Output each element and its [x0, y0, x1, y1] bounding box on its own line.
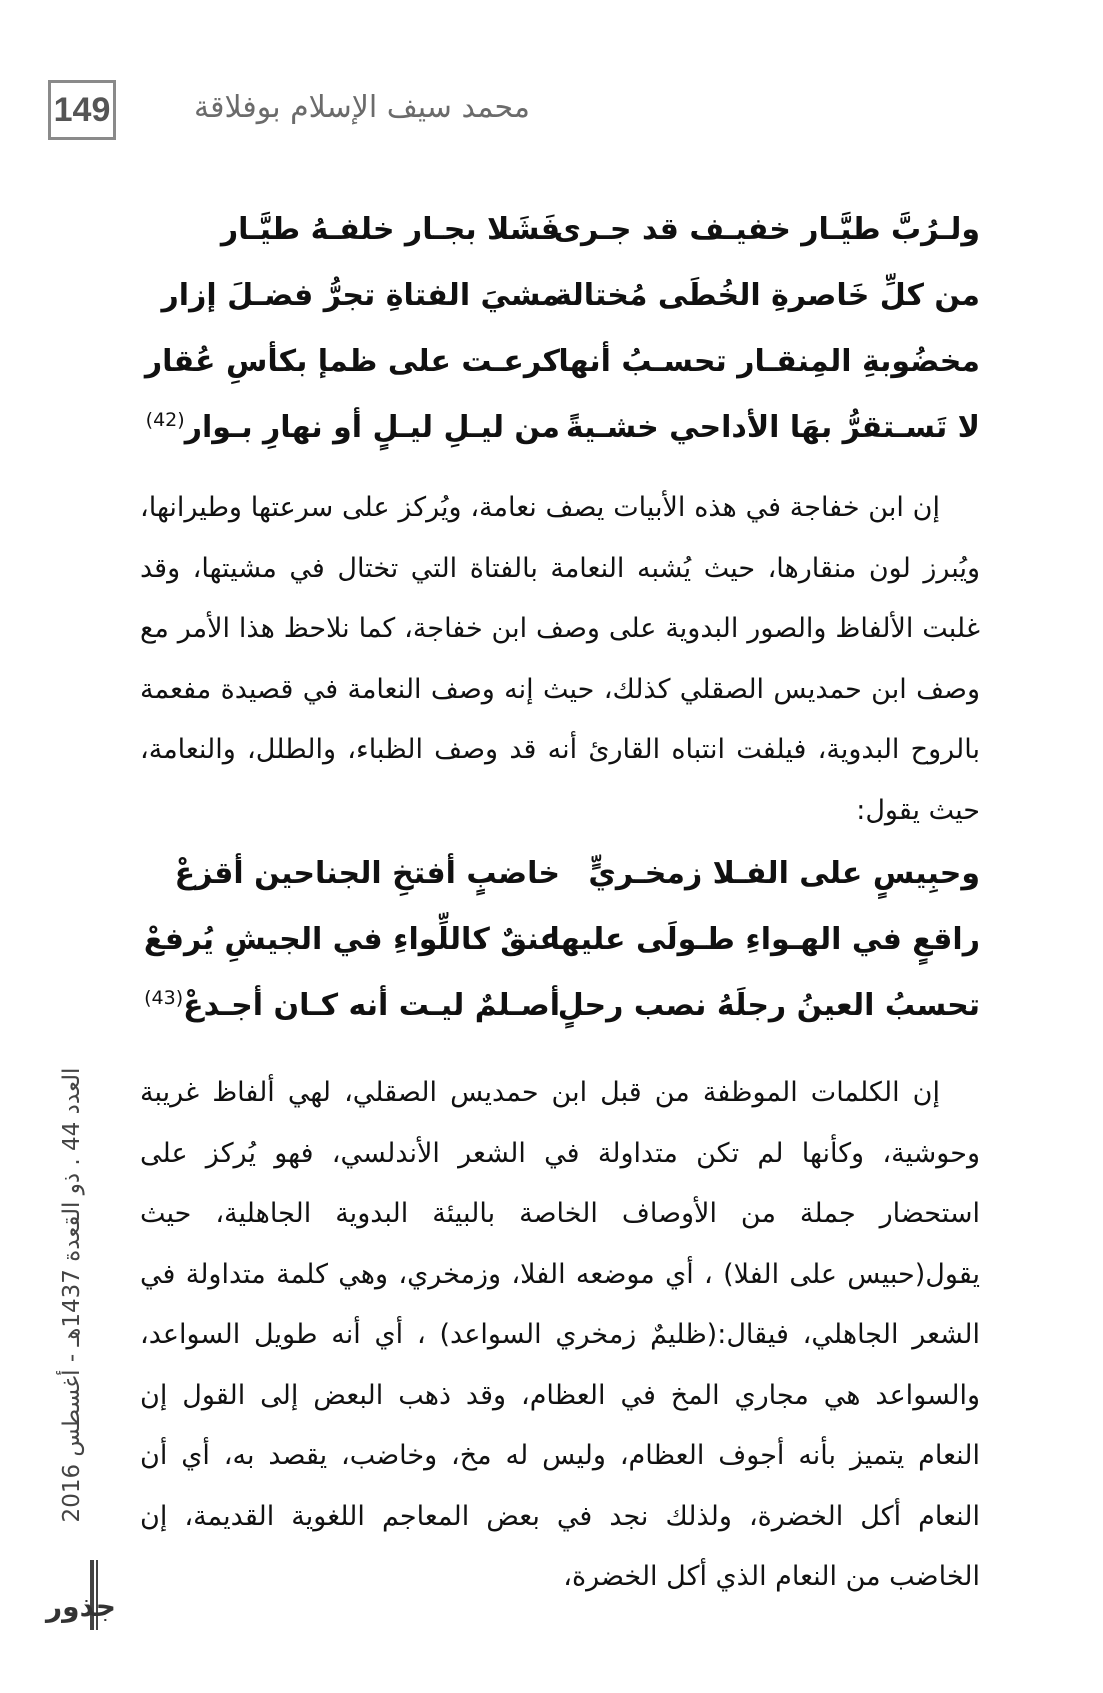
verse-first-hemistich: لا تَسـتقرُّ بهَا الأداحي خشـيةً	[565, 409, 980, 445]
verse-row	[174, 840, 980, 906]
verse-second-hemistich: فَشَلا بجـار خلفـهُ طيَّـار	[220, 211, 560, 247]
footnote-ref: (43)	[144, 987, 184, 1009]
verse-second-hemistich: مشيَ الفتاةِ تجرُّ فضـلَ إزار	[161, 277, 560, 313]
verse-first-hemistich: من كلِّ خَاصرةِ الخُطَى مُختالة	[554, 277, 980, 313]
paragraph: إن الكلمات الموظفة من قبل ابن حمديس الصقلي، لهي ألفاظ غريبة وحوشية، وكأنها لم تكن متداولة في الشعر الأندلسي، فهو يُركز على استحضار جملة من الأوصاف الخاصة بالبيئة البدوية الجاهلية، حيث يقول(حبيس على الفلا) ، أي موضعه الفلا، وزمخري، وهي كلمة متداولة في الشعر الجاهلي، فيقال:(ظليمٌ زمخري السواعد) ، أي أنه طويل السواعد، والسواعد هي مجاري المخ في العظام، وقد ذهب البعض إلى القول إن النعام يتميز بأنه أجوف العظام، وليس له مخ، وخاضب، يقصد به، أي أن النعام أكل الخضرة، ولذلك نجد في بعض المعاجم اللغوية القديمة، إن الخاضب من النعام الذي أكل الخضرة،	[140, 1077, 980, 1592]
page-number: 149	[48, 80, 116, 140]
prose-block-2	[140, 1063, 980, 1608]
verse-second-hemistich: خاضبٍ أفتخِ الجناحين أقزعْ	[174, 855, 560, 891]
verse-first-hemistich: وحبِيسٍ على الفـلا زمخـريٍّ	[588, 855, 980, 891]
verse-first-hemistich: تحسبُ العينُ رجلَهُ نصب رحلٍ	[557, 987, 980, 1023]
verse-second-hemistich	[145, 409, 560, 445]
verse-row	[144, 972, 980, 1038]
running-header-author: محمد سيف الإسلام بوفلاقة	[194, 90, 530, 125]
verse-text: من ليـلِ ليـلٍ أو نهارِ بـوار	[184, 410, 560, 445]
paragraph: إن ابن خفاجة في هذه الأبيات يصف نعامة، ويُركز على سرعتها وطيرانها، ويُبرز لون منقارها، حيث يُشبه النعامة بالفتاة التي تختال في مشيتها، وقد غلبت الألفاظ والصور البدوية على وصف ابن خفاجة، كما نلاحظ هذا الأمر مع وصف ابن حمديس الصقلي كذلك، حيث إنه وصف النعامة في قصيدة مفعمة بالروح البدوية، فيلفت انتباه القارئ أنه قد وصف الظباء، والطلل، والنعامة، حيث يقول:	[140, 492, 980, 826]
verse-row	[144, 328, 980, 394]
verse-first-hemistich: ولـرُبَّ طيَّـار خفيـف قد جـرى	[553, 211, 980, 247]
poem-block-2	[143, 840, 980, 1038]
verse-first-hemistich: مخضُوبةِ المِنقـار تحسـبُ أنها	[558, 343, 980, 379]
verse-row	[145, 394, 980, 460]
footnote-ref: (42)	[145, 409, 185, 431]
verse-second-hemistich: عنقٌ كاللِّواءِ في الجيشِ يُرفعْ	[143, 921, 560, 957]
verse-second-hemistich: كرعـت على ظمإ بكأسِ عُقار	[144, 343, 560, 379]
poem-block-1	[144, 196, 980, 460]
verse-row	[180, 196, 980, 262]
verse-text: أصـلمٌ ليـت أنه كـان أجـدعْ	[183, 988, 560, 1023]
verse-second-hemistich	[144, 987, 560, 1023]
journal-logo: جذور	[46, 1590, 116, 1623]
verse-row	[161, 262, 980, 328]
issue-info: العدد 44 . ذو القعدة 1437هـ - أغسطس 2016	[59, 1067, 85, 1523]
prose-block-1	[140, 478, 980, 841]
verse-row	[143, 906, 980, 972]
verse-first-hemistich: راقعٍ في الهـواءِ طـولَى عليها	[549, 921, 980, 957]
issue-sidebar	[52, 1030, 92, 1560]
